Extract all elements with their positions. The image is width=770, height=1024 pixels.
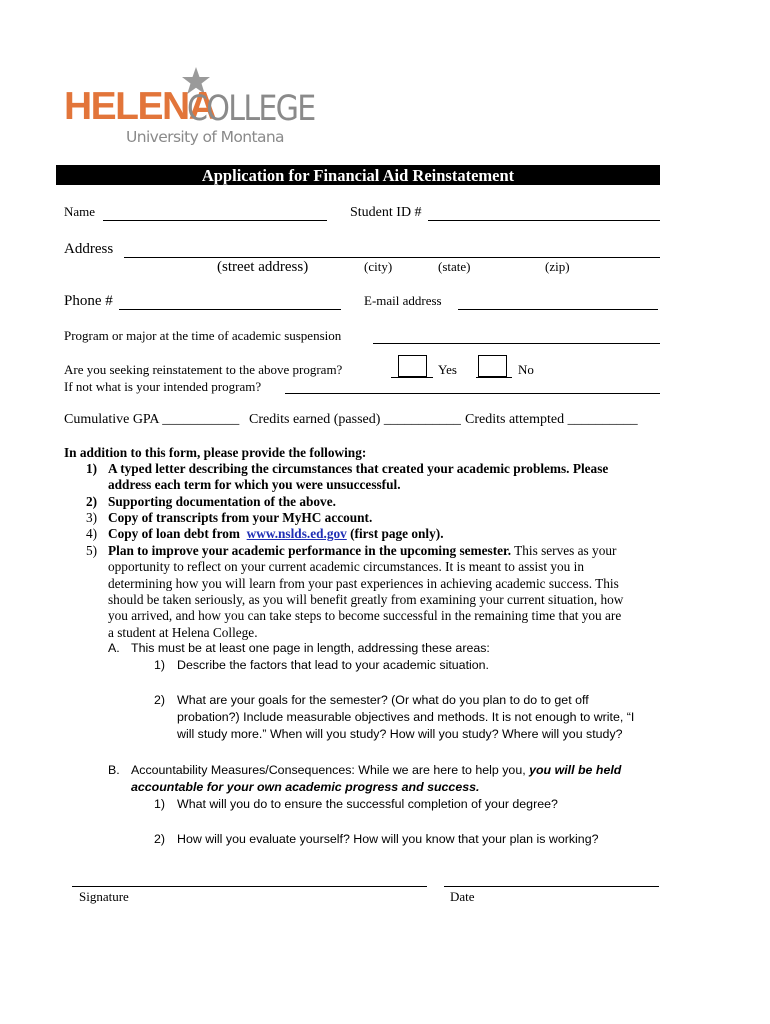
nslds-link[interactable]: www.nslds.ed.gov (246, 526, 347, 541)
item-2-text: Supporting documentation of the above. (108, 494, 336, 509)
name-field[interactable] (103, 220, 327, 221)
email-label: E-mail address (364, 293, 442, 308)
program-label: Program or major at the time of academic suspension (64, 328, 342, 343)
sub-b-line-2 (131, 779, 479, 796)
sub-a-q2-line-1: What are your goals for the semester? (Or what do you plan to do to get off (177, 693, 589, 707)
date-label: Date (450, 889, 475, 904)
sub-b-q2-text: How will you evaluate yourself? How will you know that your plan is working? (177, 832, 599, 846)
signature-field[interactable] (72, 886, 427, 887)
name-label: Name (64, 204, 96, 219)
program-field[interactable] (373, 343, 660, 344)
item-1-line-1: A typed letter describing the circumstances that created your academic problems. Please (108, 461, 609, 476)
sub-a-q1-number: 1) (154, 658, 166, 672)
sub-a-q2-line-3: will study more.” When will you study? How will you study? Where will you study? (177, 727, 623, 741)
sub-b-q1-text: What will you do to ensure the successful completion of your degree? (177, 797, 558, 811)
item-5-line-3: determining how you will learn from your past experiences in achieving academic success. This (108, 576, 619, 591)
sub-a-q2-line-2: probation?) Include measurable objectives and methods. It is not enough to write, “I (177, 710, 635, 724)
state-caption: (state) (438, 259, 471, 274)
item-5-line-1-rest: This serves as your (511, 543, 617, 558)
phone-field[interactable] (119, 309, 341, 310)
sub-b-q2-number: 2) (154, 832, 166, 846)
item-4-text-before: Copy of loan debt from (108, 526, 247, 541)
item-3-number: 3) (86, 510, 98, 525)
sub-b-text: Accountability Measures/Consequences: While we are here to help you, (131, 763, 530, 777)
student-id-label: Student ID # (350, 205, 422, 220)
sub-a-text: This must be at least one page in length, addressing these areas: (131, 641, 490, 655)
phone-label: Phone # (64, 293, 113, 309)
item-4-number: 4) (86, 526, 98, 541)
student-id-field[interactable] (428, 220, 660, 221)
item-5-line-1 (108, 543, 616, 559)
signature-label: Signature (79, 889, 129, 904)
sub-a-q1-text: Describe the factors that lead to your academic situation. (177, 658, 489, 672)
form-title-bar (56, 165, 660, 185)
intended-program-field[interactable] (285, 393, 660, 394)
sub-b-q1-number: 1) (154, 797, 166, 811)
sub-b-letter: B. (108, 763, 120, 777)
item-5-bold-text: Plan to improve your academic performance in the upcoming semester. (108, 543, 512, 558)
street-address-caption: (street address) (217, 259, 309, 275)
college-logo-subtitle: University of Montana (126, 128, 284, 146)
form-title: Application for Financial Aid Reinstatement (201, 166, 515, 185)
reinstatement-question: Are you seeking reinstatement to the above program? (64, 362, 343, 377)
no-checkbox[interactable] (478, 355, 507, 377)
yes-label: Yes (438, 362, 457, 377)
instructions-heading: In addition to this form, please provide the following: (64, 445, 367, 460)
item-5-line-5: you arrived, and how you can take steps to become successful in the remaining time that you are (108, 608, 622, 623)
intended-program-label: If not what is your intended program? (64, 379, 262, 394)
zip-caption: (zip) (545, 259, 570, 274)
college-logo-name-light: COLLEGE (187, 89, 315, 129)
college-logo-name-bold: HELENA (64, 85, 216, 128)
item-5-line-6: a student at Helena College. (108, 625, 258, 640)
item-1-line-2: address each term for which you were unsuccessful. (108, 477, 401, 492)
item-3-text: Copy of transcripts from your MyHC account. (108, 510, 373, 525)
item-5-line-2: opportunity to reflect on your current academic circumstances. It is meant to assist you in (108, 559, 584, 574)
yes-underline (391, 377, 433, 378)
item-4-text (108, 526, 444, 542)
credits-earned-field[interactable]: Credits earned (passed) ___________ (249, 412, 461, 427)
date-field[interactable] (444, 886, 659, 887)
credits-attempted-field[interactable]: Credits attempted __________ (465, 412, 638, 427)
item-4-text-after: (first page only). (346, 526, 444, 541)
sub-b-emphasis-2: accountable for your own academic progress and success. (131, 780, 480, 794)
item-5-line-4: should be taken seriously, as you will benefit greatly from examining your current situation, how (108, 592, 624, 607)
city-caption: (city) (364, 259, 393, 274)
email-field[interactable] (458, 309, 658, 310)
yes-checkbox[interactable] (398, 355, 427, 377)
sub-b-emphasis-1: you will be held (529, 763, 622, 777)
no-label: No (518, 362, 534, 377)
no-underline (476, 377, 512, 378)
item-2-number: 2) (86, 494, 98, 509)
item-5-number: 5) (86, 543, 98, 558)
address-label: Address (64, 241, 114, 257)
sub-b-line-1 (131, 762, 621, 779)
address-field[interactable] (124, 257, 660, 258)
sub-a-letter: A. (108, 641, 120, 655)
sub-a-q2-number: 2) (154, 693, 166, 707)
cumulative-gpa-field[interactable]: Cumulative GPA ___________ (64, 412, 240, 427)
item-1-number: 1) (86, 461, 98, 476)
